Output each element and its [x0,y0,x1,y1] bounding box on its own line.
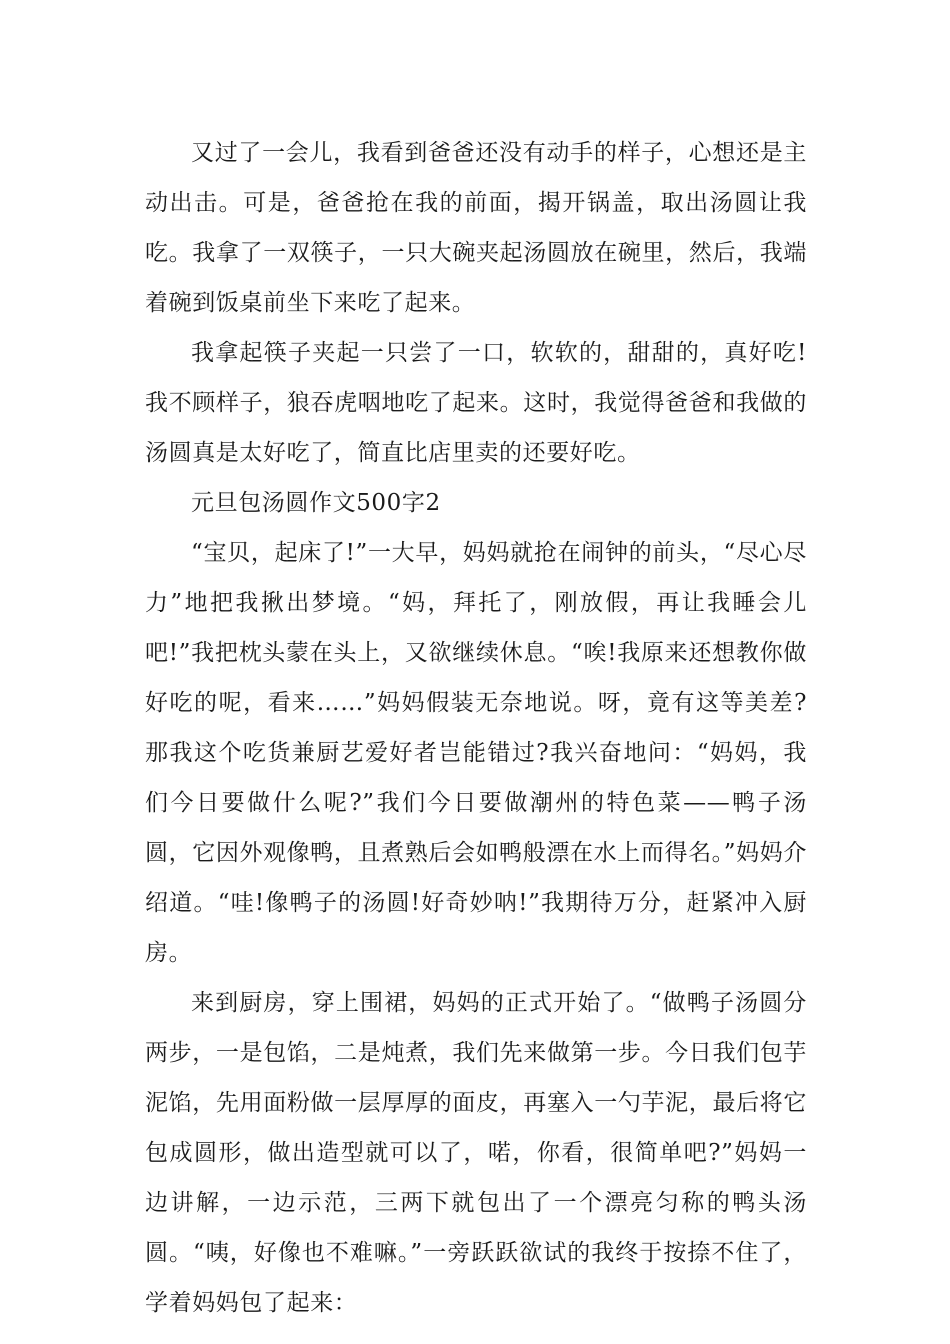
paragraph-4: 来到厨房，穿上围裙，妈妈的正式开始了。“做鸭子汤圆分两步，一是包馅，二是炖煮，我们先来做第一步。今日我们包芋泥馅，先用面粉做一层厚厚的面皮，再塞入一勺芋泥，最后将它包成圆形，做出造型就可以了，喏，你看，很简单吧?”妈妈一边讲解，一边示范，三两下就包出了一个漂亮匀称的鸭头汤圆。“咦，好像也不难嘛。”一旁跃跃欲试的我终于按捺不住了，学着妈妈包了起来： [145,990,807,1316]
paragraph-1: 又过了一会儿，我看到爸爸还没有动手的样子，心想还是主动出击。可是，爸爸抢在我的前面，揭开锅盖，取出汤圆让我吃。我拿了一双筷子，一只大碗夹起汤圆放在碗里，然后，我端着碗到饭桌前坐下来吃了起来。 [145,140,807,316]
section-heading: 元旦包汤圆作文500字2 [191,490,441,516]
paragraph-3: “宝贝，起床了!”一大早，妈妈就抢在闹钟的前头，“尽心尽力”地把我揪出梦境。“妈，拜托了，刚放假，再让我睡会儿吧!”我把枕头蒙在头上，又欲继续休息。“唉!我原来还想教你做好吃的呢，看来……”妈妈假装无奈地说。呀，竟有这等美差?那我这个吃货兼厨艺爱好者岂能错过?我兴奋地问：“妈妈，我们今日要做什么呢?”我们今日要做潮州的特色菜——鸭子汤圆，它因外观像鸭，且煮熟后会如鸭般漂在水上而得名。”妈妈介绍道。“哇!像鸭子的汤圆!好奇妙呐!”我期待万分，赶紧冲入厨房。 [145,540,807,966]
paragraph-2: 我拿起筷子夹起一只尝了一口，软软的，甜甜的，真好吃!我不顾样子，狼吞虎咽地吃了起来。这时，我觉得爸爸和我做的汤圆真是太好吃了，简直比店里卖的还要好吃。 [145,340,807,466]
document-body [145,128,807,1328]
